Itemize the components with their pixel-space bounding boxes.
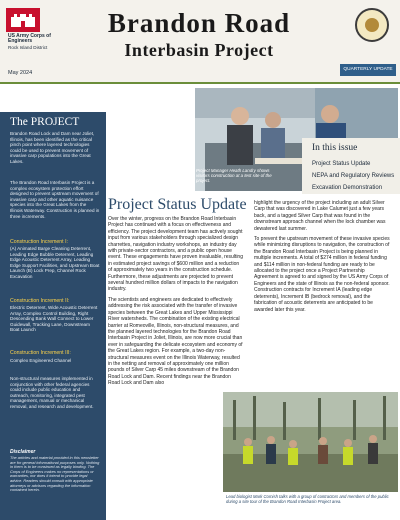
disclaimer-text: The articles and material provided in this newsletter are for general informational purposes only. Nothing in them is to be construed as legally binding. The Corps of Engineers makes no representations or warranties, nor does it intend to provide legal advice. Readers should consult with appropriate attorneys or advisors regarding the information contained herein.	[10, 455, 100, 493]
issue-item-status[interactable]: Project Status Update	[312, 161, 371, 167]
sidebar-intro: Brandon Road Lock and Dam near Joliet, Illinois, has been identified as the critical pinch point where layered technologies could be used to prevent movement of invasive carp populations into the Great Lakes.	[10, 131, 95, 164]
site-tour-photo	[223, 392, 398, 492]
article-paragraph: highlight the urgency of the project including an adult Silver Carp that was discovered in Lake Calumet just a few years back, and a tagged Silver Carp that was found in the downstream approach channel when the lock chamber was dewatered last summer.	[254, 200, 386, 232]
increment-3-text: Complex Engineered Channel	[10, 358, 72, 363]
usace-castle-logo	[6, 8, 40, 32]
newsletter-title: Brandon Road	[107, 8, 291, 38]
state-seal-icon	[355, 8, 389, 42]
article-column-2	[254, 200, 390, 317]
disclaimer-title: Disclaimer	[10, 449, 36, 455]
issue-item-nepa[interactable]: NEPA and Regulatory Reviews	[312, 173, 395, 179]
increment-3-title: Construction Increment III:	[10, 350, 71, 356]
article-paragraph: To prevent the upstream movement of these invasive species while minimizing disruptions to navigation, the construction of the Brandon Road Interbasin Project is being planned in multiple increments. A total of $274 million in federal funding and $114 million in non-federal funding are ready to be allocated to the project once a Project Partnership Agreement is agreed to and signed by the US Army Corps of Engineers and the state of Illinois as the non-federal sponsor. Construction contracts for Increment IA (leading edge deterrents), Increment IB (bedrock removal), and the fabrication of acoustic deterrents are anticipated to be awarded later this year.	[254, 236, 390, 313]
sidebar-heading: The PROJECT	[10, 116, 80, 128]
org-district: Rock Island District	[8, 44, 48, 50]
newsletter-subtitle: Interbasin Project	[124, 40, 274, 60]
article-heading: Project Status Update	[108, 196, 247, 213]
usace-org-text	[8, 34, 68, 50]
issue-item-excavation[interactable]: Excavation Demonstration	[312, 185, 383, 191]
increment-1-text: (A) Animated Barge Cleaning Deterrent, Leading Edge Bubble Deterrent, Leading Edge Acoustic Deterrent Array, Leading Edge Support Facilities, and Upstream Boat Launch (B) Lock Prep, Channel Rock Excavation	[10, 246, 100, 279]
quarterly-badge: QUARTERLY UPDATE	[340, 64, 396, 76]
sidebar-description: The Brandon Road Interbasin Project is a complex ecosystem protection effort designed to prevent upstream movement of invasive carp and other aquatic nuisance species into the Great Lakes from the Illinois Waterway. Construction is planned in three increments.	[10, 180, 100, 219]
org-name: US Army Corps of Engineers	[8, 33, 51, 45]
photo-caption: Lead biologist Mark Cornish talks with a group of contractors and members of the public during a site tour of the Brandon Road Interbasin Project area.	[226, 494, 389, 504]
in-this-issue-title: In this issue	[312, 143, 358, 153]
article-column-1	[108, 216, 244, 391]
article-paragraph: The scientists and engineers are dedicated to effectively addressing the risk associated with the transfer of invasive species between the Great Lakes and Upper Mississippi River watersheds. The combination of the existing electrical barrier at Romeoville, Illinois, non-structural measures, and the planned layered technologies for the Brandon Road Interbasin Project in Joliet, Illinois, are now more crucial than ever in safeguarding the delicate ecosystem and economy of the Great Lakes region. For example, a two-day non-structural measures event on the Illinois Waterway, resulted in the netting and removal of approximately one million pounds of Silver Carp 45 miles downstream of the Brandon Road Lock and Dam. Recent findings near the Brandon Road Lock and Dam also	[108, 296, 243, 387]
increment-2-text: Electric Deterrent, Wide Acoustic Deterrent Array, Complex Control Building, Right Descending Bank Wall Connect to Lower Guidewall, Tracking Lane, Downstream Boat Launch	[10, 305, 98, 333]
issue-date: May 2024	[8, 70, 33, 76]
photo-caption: Project Manager Heath Landry shows visitors construction at a test site of the project.	[196, 168, 272, 184]
increment-2-title: Construction Increment II:	[10, 298, 70, 304]
sidebar-non-structural: Non-structural measures implemented in conjunction with other federal agencies could include public education and outreach, monitoring, integrated pest management, manual or mechanical removal, and research and development.	[10, 376, 94, 409]
article-paragraph: Over the winter, progress on the Brandon Road Interbasin Project has continued with a focus on effectiveness and efficiency. The project development team has actively sought input from various stakeholders through specialized design charrettes, navigation industry workshops, an industry day with private-sector contractors, and a public open house event. These engagements have proven invaluable, resulting in estimated project savings of $600 million and a reduction of approximately two years in the construction schedule. Furthermore, these adjustments are projected to prevent several hundred million dollars of impacts to the navigation industry.	[108, 216, 243, 293]
increment-1-title: Construction Increment I:	[10, 239, 68, 245]
masthead	[0, 0, 400, 84]
